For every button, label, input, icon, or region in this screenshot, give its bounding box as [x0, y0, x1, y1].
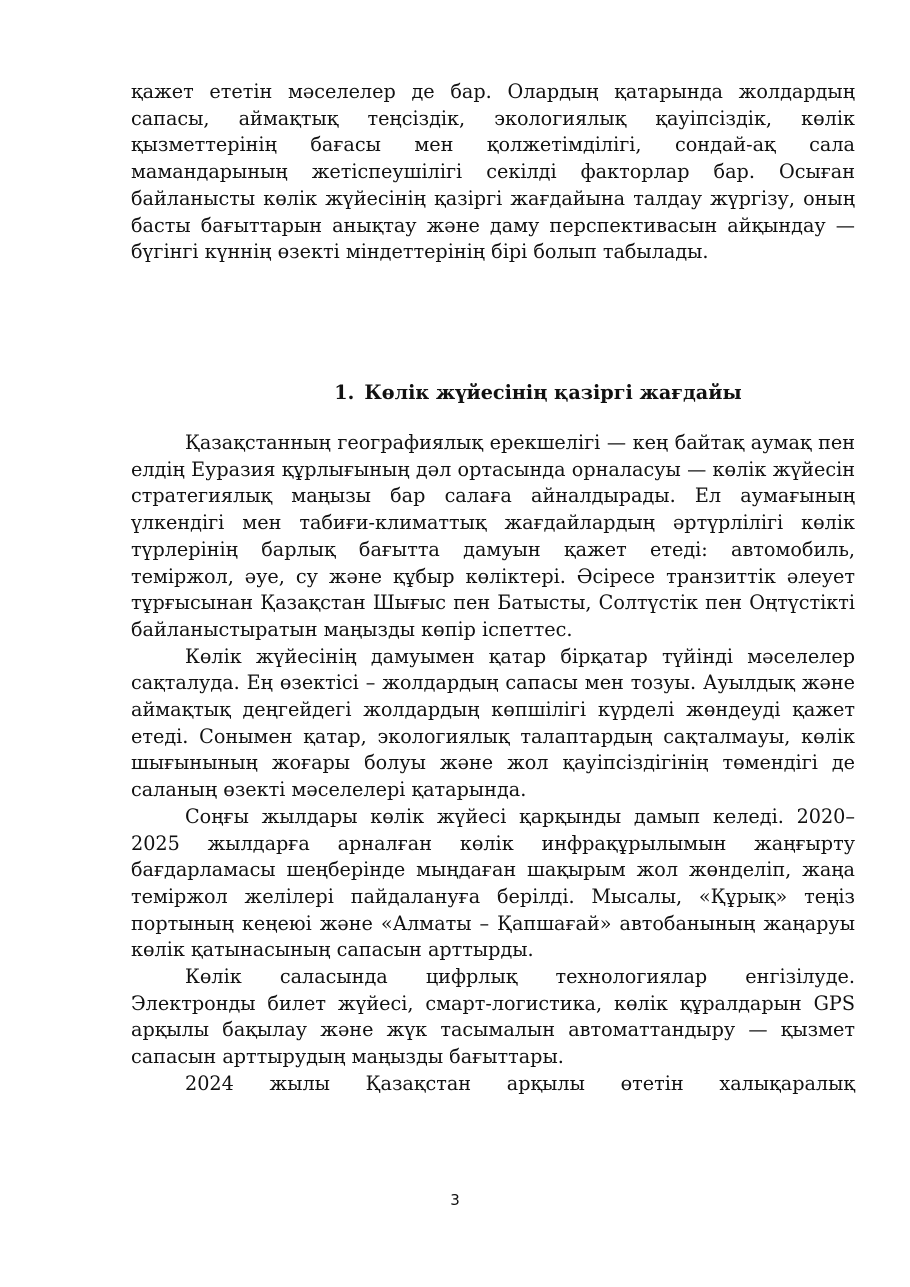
section-title: Көлік жүйесінің қазіргі жағдайы — [364, 381, 742, 404]
section-number: 1. — [334, 381, 355, 404]
body-paragraph: Көлік жүйесінің дамуымен қатар бірқатар түйінді мәселелер сақталуда. Ең өзектісі – жолдардың сапасы мен тозуы. Ауылдық және аймақтық деңгейдегі жолдардың көпшілігі күрделі жөндеуді қажет етеді. Сонымен қатар, экологиялық талаптардың сақталмауы, көлік шығынының жоғары болуы және жол қауіпсіздігінің төмендігі де саланың өзекті мәселелері қатарында. — [131, 644, 855, 802]
section-heading — [131, 380, 855, 406]
body-paragraph-continued: 2024 жылы Қазақстан арқылы өтетін халықаралық — [185, 1071, 855, 1095]
section-body — [131, 430, 855, 1098]
intro-paragraph: қажет ететін мәселелер де бар. Олардың қатарында жолдардың сапасы, аймақтық теңсіздік, экологиялық қауіпсіздік, көлік қызметтерінің бағасы мен қолжетімділігі, сондай-ақ сала мамандарының жетіспеушілігі секілді факторлар бар. Осыған байланысты көлік жүйесінің қазіргі жағдайына талдау жүргізу, оның басты бағыттарын анықтау және даму перспективасын айқындау — бүгінгі күннің өзекті міндеттерінің бірі болып табылады. — [131, 80, 855, 264]
body-paragraph: Соңғы жылдары көлік жүйесі қарқынды дамып келеді. 2020–2025 жылдарға арналған көлік инфрақұрылымын жаңғырту бағдарламасы шеңберінде мыңдаған шақырым жол жөнделіп, жаңа теміржол желілері пайдалануға берілді. Мысалы, «Құрық» теңіз портының кеңеюі және «Алматы – Қапшағай» автобанының жаңаруы көлік қатынасының сапасын арттырды. — [131, 804, 855, 962]
page-number: 3 — [450, 1191, 460, 1209]
body-paragraph: Қазақстанның географиялық ерекшелігі — кең байтақ аумақ пен елдің Еуразия құрлығының дәл ортасында орналасуы — көлік жүйесін стратегиялық маңызы бар салаға айналдырады. Ел аумағының үлкендігі мен табиғи-климаттық жағдайлардың әртүрлілігі көлік түрлерінің барлық бағытта дамуын қажет етеді: автомобиль, теміржол, әуе, су және құбыр көліктері. Әсіресе транзиттік әлеует тұрғысынан Қазақстан Шығыс пен Батысты, Солтүстік пен Оңтүстікті байланыстыратын маңызды көпір іспеттес. — [131, 431, 855, 641]
body-paragraph: Көлік саласында цифрлық технологиялар енгізілуде. Электронды билет жүйесі, смарт-логистика, көлік құралдарын GPS арқылы бақылау және жүк тасымалын автоматтандыру — қызмет сапасын арттырудың маңызды бағыттары. — [131, 965, 855, 1069]
intro-text — [131, 79, 855, 266]
